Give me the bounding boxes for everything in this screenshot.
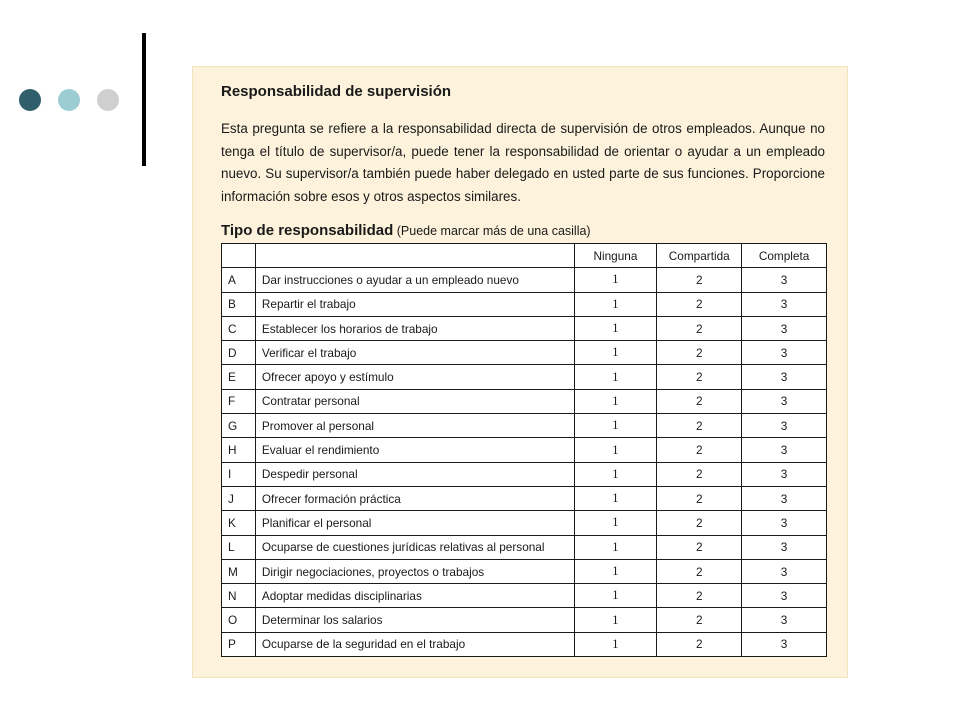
- column-header-item: [255, 244, 574, 268]
- option-compartida[interactable]: 2: [657, 608, 742, 632]
- table-row: [222, 365, 827, 389]
- option-compartida[interactable]: 2: [657, 559, 742, 583]
- option-completa[interactable]: 3: [742, 486, 827, 510]
- option-ninguna[interactable]: 1: [574, 462, 657, 486]
- option-ninguna[interactable]: 1: [574, 292, 657, 316]
- option-ninguna[interactable]: 1: [574, 365, 657, 389]
- row-item-label: Dar instrucciones o ayudar a un empleado nuevo: [255, 268, 574, 292]
- column-header-completa: Completa: [742, 244, 827, 268]
- option-ninguna[interactable]: 1: [574, 316, 657, 340]
- table-title: Tipo de responsabilidad: [221, 222, 394, 239]
- row-letter: P: [222, 632, 256, 656]
- table-row: [222, 316, 827, 340]
- row-item-label: Ofrecer apoyo y estímulo: [255, 365, 574, 389]
- form-intro: Esta pregunta se refiere a la responsabilidad directa de supervisión de otros empleados. Aunque no tenga el título de supervisor/a, puede tener la responsabilidad de orientar o ayudar a un empleado nuevo. Su supervisor/a también puede haber delegado en usted parte de sus funciones. Proporcione información sobre esos y otros aspectos similares.: [221, 121, 825, 204]
- option-completa[interactable]: 3: [742, 559, 827, 583]
- form-title: Responsabilidad de supervisión: [221, 83, 452, 100]
- decor-vertical-line: [142, 33, 146, 166]
- row-letter: G: [222, 414, 256, 438]
- table-heading: [221, 222, 825, 239]
- row-item-label: Evaluar el rendimiento: [255, 438, 574, 462]
- table-row: [222, 535, 827, 559]
- table-row: [222, 584, 827, 608]
- option-completa[interactable]: 3: [742, 292, 827, 316]
- option-completa[interactable]: 3: [742, 389, 827, 413]
- table-row: [222, 559, 827, 583]
- option-ninguna[interactable]: 1: [574, 486, 657, 510]
- option-ninguna[interactable]: 1: [574, 608, 657, 632]
- row-letter: L: [222, 535, 256, 559]
- option-compartida[interactable]: 2: [657, 292, 742, 316]
- row-letter: E: [222, 365, 256, 389]
- row-item-label: Promover al personal: [255, 414, 574, 438]
- option-ninguna[interactable]: 1: [574, 414, 657, 438]
- table-row: [222, 268, 827, 292]
- responsibility-table: [221, 243, 827, 657]
- table-row: [222, 292, 827, 316]
- option-compartida[interactable]: 2: [657, 535, 742, 559]
- option-compartida[interactable]: 2: [657, 486, 742, 510]
- column-header-ninguna: Ninguna: [574, 244, 657, 268]
- row-letter: J: [222, 486, 256, 510]
- row-item-label: Ocuparse de la seguridad en el trabajo: [255, 632, 574, 656]
- table-row: [222, 632, 827, 656]
- row-item-label: Dirigir negociaciones, proyectos o trabajos: [255, 559, 574, 583]
- option-ninguna[interactable]: 1: [574, 341, 657, 365]
- row-item-label: Verificar el trabajo: [255, 341, 574, 365]
- decor-dot-gray: [97, 89, 119, 111]
- row-letter: A: [222, 268, 256, 292]
- row-item-label: Ocuparse de cuestiones jurídicas relativas al personal: [255, 535, 574, 559]
- row-item-label: Despedir personal: [255, 462, 574, 486]
- table-row: [222, 511, 827, 535]
- option-ninguna[interactable]: 1: [574, 268, 657, 292]
- row-letter: I: [222, 462, 256, 486]
- row-item-label: Determinar los salarios: [255, 608, 574, 632]
- table-row: [222, 414, 827, 438]
- table-note: (Puede marcar más de una casilla): [396, 224, 591, 238]
- option-ninguna[interactable]: 1: [574, 584, 657, 608]
- decor-dot-teal: [58, 89, 80, 111]
- option-completa[interactable]: 3: [742, 632, 827, 656]
- row-item-label: Establecer los horarios de trabajo: [255, 316, 574, 340]
- option-completa[interactable]: 3: [742, 438, 827, 462]
- row-item-label: Planificar el personal: [255, 511, 574, 535]
- table-header-row: [222, 244, 827, 268]
- table-row: [222, 462, 827, 486]
- option-compartida[interactable]: 2: [657, 632, 742, 656]
- column-header-letter: [222, 244, 256, 268]
- option-compartida[interactable]: 2: [657, 268, 742, 292]
- option-ninguna[interactable]: 1: [574, 535, 657, 559]
- row-letter: M: [222, 559, 256, 583]
- option-compartida[interactable]: 2: [657, 414, 742, 438]
- option-ninguna[interactable]: 1: [574, 389, 657, 413]
- row-item-label: Adoptar medidas disciplinarias: [255, 584, 574, 608]
- option-compartida[interactable]: 2: [657, 316, 742, 340]
- option-ninguna[interactable]: 1: [574, 632, 657, 656]
- row-letter: B: [222, 292, 256, 316]
- option-completa[interactable]: 3: [742, 268, 827, 292]
- option-compartida[interactable]: 2: [657, 511, 742, 535]
- option-compartida[interactable]: 2: [657, 365, 742, 389]
- option-compartida[interactable]: 2: [657, 438, 742, 462]
- table-row: [222, 608, 827, 632]
- row-letter: O: [222, 608, 256, 632]
- option-compartida[interactable]: 2: [657, 341, 742, 365]
- table-row: [222, 389, 827, 413]
- option-completa[interactable]: 3: [742, 414, 827, 438]
- row-item-label: Ofrecer formación práctica: [255, 486, 574, 510]
- table-body: [222, 268, 827, 657]
- option-completa[interactable]: 3: [742, 365, 827, 389]
- table-row: [222, 438, 827, 462]
- option-ninguna[interactable]: 1: [574, 511, 657, 535]
- row-letter: K: [222, 511, 256, 535]
- option-ninguna[interactable]: 1: [574, 559, 657, 583]
- option-compartida[interactable]: 2: [657, 389, 742, 413]
- option-compartida[interactable]: 2: [657, 462, 742, 486]
- option-completa[interactable]: 3: [742, 608, 827, 632]
- row-letter: C: [222, 316, 256, 340]
- column-header-compartida: Compartida: [657, 244, 742, 268]
- option-compartida[interactable]: 2: [657, 584, 742, 608]
- decor-dot-dark: [19, 89, 41, 111]
- option-completa[interactable]: 3: [742, 584, 827, 608]
- option-ninguna[interactable]: 1: [574, 438, 657, 462]
- row-item-label: Repartir el trabajo: [255, 292, 574, 316]
- row-letter: D: [222, 341, 256, 365]
- option-completa[interactable]: 3: [742, 511, 827, 535]
- row-letter: H: [222, 438, 256, 462]
- option-completa[interactable]: 3: [742, 462, 827, 486]
- option-completa[interactable]: 3: [742, 535, 827, 559]
- row-letter: N: [222, 584, 256, 608]
- option-completa[interactable]: 3: [742, 316, 827, 340]
- option-completa[interactable]: 3: [742, 341, 827, 365]
- row-letter: F: [222, 389, 256, 413]
- table-row: [222, 341, 827, 365]
- form-panel: [192, 66, 848, 678]
- table-row: [222, 486, 827, 510]
- row-item-label: Contratar personal: [255, 389, 574, 413]
